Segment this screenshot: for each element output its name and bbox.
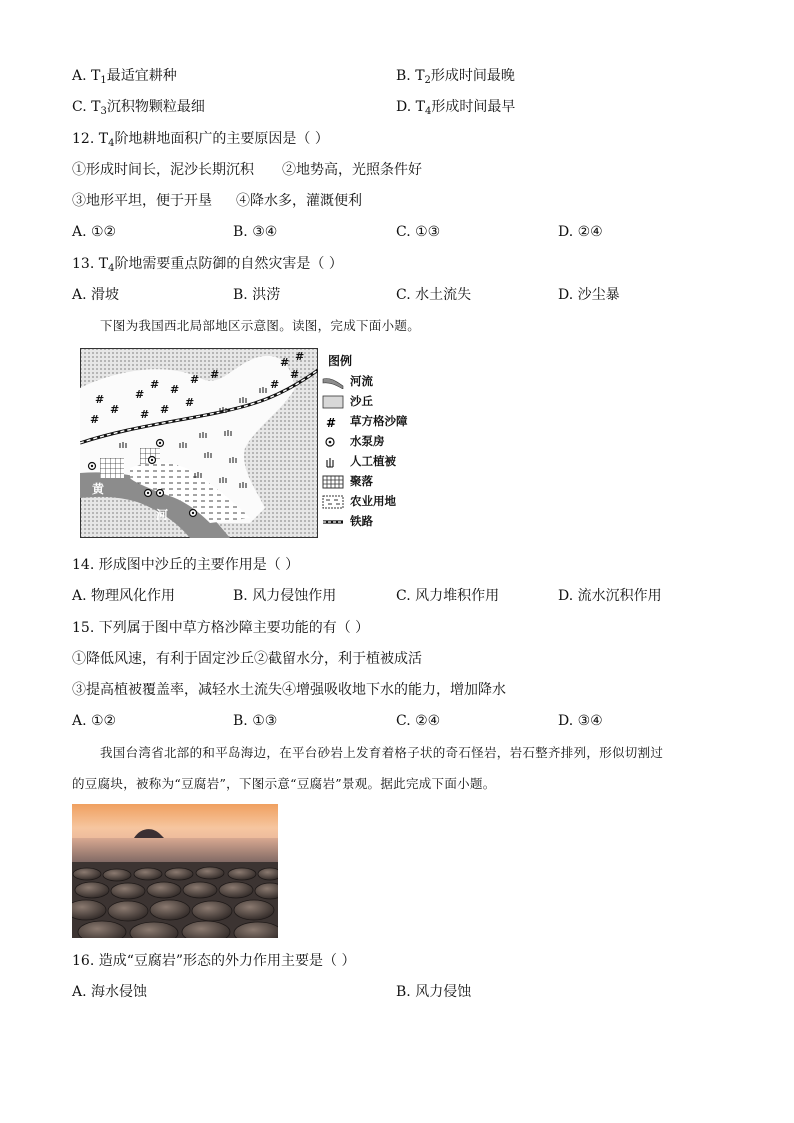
legend-pump: 水泵房 — [322, 432, 385, 450]
svg-text:#: # — [90, 413, 100, 426]
legend-settlement: 聚落 — [322, 472, 373, 490]
pump-legend-icon — [322, 435, 344, 449]
river-label-he: 河 — [156, 508, 169, 522]
q13-stem: 13. $T_4$阶地需要重点防御的自然灾害是（ ） — [72, 256, 343, 274]
q14-option-c: C. 风力堆积作用 — [396, 588, 500, 604]
q15-option-b: B. ①③ — [233, 713, 278, 729]
legend-dune: 沙丘 — [322, 392, 373, 410]
svg-text:#: # — [290, 368, 300, 381]
q14-option-b: B. 风力侵蚀作用 — [233, 588, 337, 604]
svg-text:#: # — [160, 403, 170, 416]
svg-text:#: # — [150, 378, 160, 391]
legend-railway: 铁路 — [322, 512, 373, 530]
q16-option-b: B. 风力侵蚀 — [396, 984, 472, 1000]
q14-stem: 14. 形成图中沙丘的主要作用是（ ） — [72, 557, 300, 573]
q12-option-d: D. ②④ — [558, 224, 603, 240]
vegetation-legend-icon — [322, 455, 344, 469]
svg-text:#: # — [295, 350, 305, 363]
q13-option-c: C. 水土流失 — [396, 287, 472, 303]
svg-text:#: # — [135, 388, 145, 401]
q16-stem: 16. 造成“豆腐岩”形态的外力作用主要是（ ） — [72, 953, 356, 969]
q11-option-c: C. $T_3$沉积物颗粒最细 — [72, 99, 205, 117]
q12-option-c: C. ①③ — [396, 224, 441, 240]
legend-farmland: 农业用地 — [322, 492, 396, 510]
grass-barrier-legend-icon — [322, 415, 344, 429]
q13-option-b: B. 洪涝 — [233, 287, 281, 303]
map-intro: 下图为我国西北局部地区示意图。读图，完成下面小题。 — [100, 318, 421, 333]
q15-line-2: ③提高植被覆盖率，减轻水土流失④增强吸收地下水的能力，增加降水 — [72, 682, 506, 698]
q11-option-a: A. $T_1$最适宜耕种 — [72, 68, 177, 86]
river-legend-icon — [322, 375, 344, 389]
settlement-legend-icon — [322, 475, 344, 489]
legend-vegetation: 人工植被 — [322, 452, 396, 470]
svg-text:#: # — [210, 368, 220, 381]
q16-option-a: A. 海水侵蚀 — [72, 984, 148, 1000]
q13-option-a: A. 滑坡 — [72, 287, 120, 303]
q15-stem: 15. 下列属于图中草方格沙障主要功能的有（ ） — [72, 620, 370, 636]
q15-option-d: D. ③④ — [558, 713, 603, 729]
svg-text:#: # — [170, 383, 180, 396]
q12-option-a: A. ①② — [72, 224, 117, 240]
northwest-map — [80, 348, 318, 538]
legend-title: 图例 — [328, 354, 353, 368]
tofu-intro-line-2: 的豆腐块，被称为“豆腐岩”，下图示意“豆腐岩”景观。据此完成下面小题。 — [72, 776, 496, 791]
river-label-huang: 黄 — [92, 482, 105, 496]
q14-option-d: D. 流水沉积作用 — [558, 588, 662, 604]
q11-option-d: D. $T_4$形成时间最早 — [396, 99, 516, 117]
q12-item-3: ③地形平坦，便于开垦 — [72, 193, 212, 209]
svg-text:#: # — [190, 373, 200, 386]
q12-item-1: ①形成时间长，泥沙长期沉积 — [72, 162, 254, 178]
q12-item-4: ④降水多，灌溉便利 — [236, 193, 362, 209]
svg-text:#: # — [140, 408, 150, 421]
q14-option-a: A. 物理风化作用 — [72, 588, 176, 604]
tofu-intro-line-1: 我国台湾省北部的和平岛海边，在平台砂岩上发育着格子状的奇石怪岩，岩石整齐排列，形似切割过 — [100, 745, 664, 760]
q12-stem: 12. $T_4$阶地耕地面积广的主要原因是（ ） — [72, 131, 329, 149]
q13-option-d: D. 沙尘暴 — [558, 287, 620, 303]
legend-grass-barrier: # 草方格沙障 — [322, 412, 408, 430]
svg-text:#: # — [95, 393, 105, 406]
svg-text:#: # — [185, 396, 195, 409]
q12-option-b: B. ③④ — [233, 224, 278, 240]
svg-text:#: # — [326, 416, 337, 429]
q15-line-1: ①降低风速，有利于固定沙丘②截留水分，利于植被成活 — [72, 651, 422, 667]
q11-option-b: B. $T_2$形成时间最晚 — [396, 68, 515, 86]
dune-legend-icon — [322, 395, 344, 409]
svg-text:#: # — [280, 356, 290, 369]
railway-legend-icon — [322, 515, 344, 529]
legend-river: 河流 — [322, 372, 373, 390]
svg-text:#: # — [270, 378, 280, 391]
q12-item-2: ②地势高，光照条件好 — [282, 162, 422, 178]
q15-option-c: C. ②④ — [396, 713, 441, 729]
q15-option-a: A. ①② — [72, 713, 117, 729]
farmland-legend-icon — [322, 495, 344, 509]
svg-text:#: # — [110, 403, 120, 416]
tofu-rock-photo — [72, 804, 278, 938]
